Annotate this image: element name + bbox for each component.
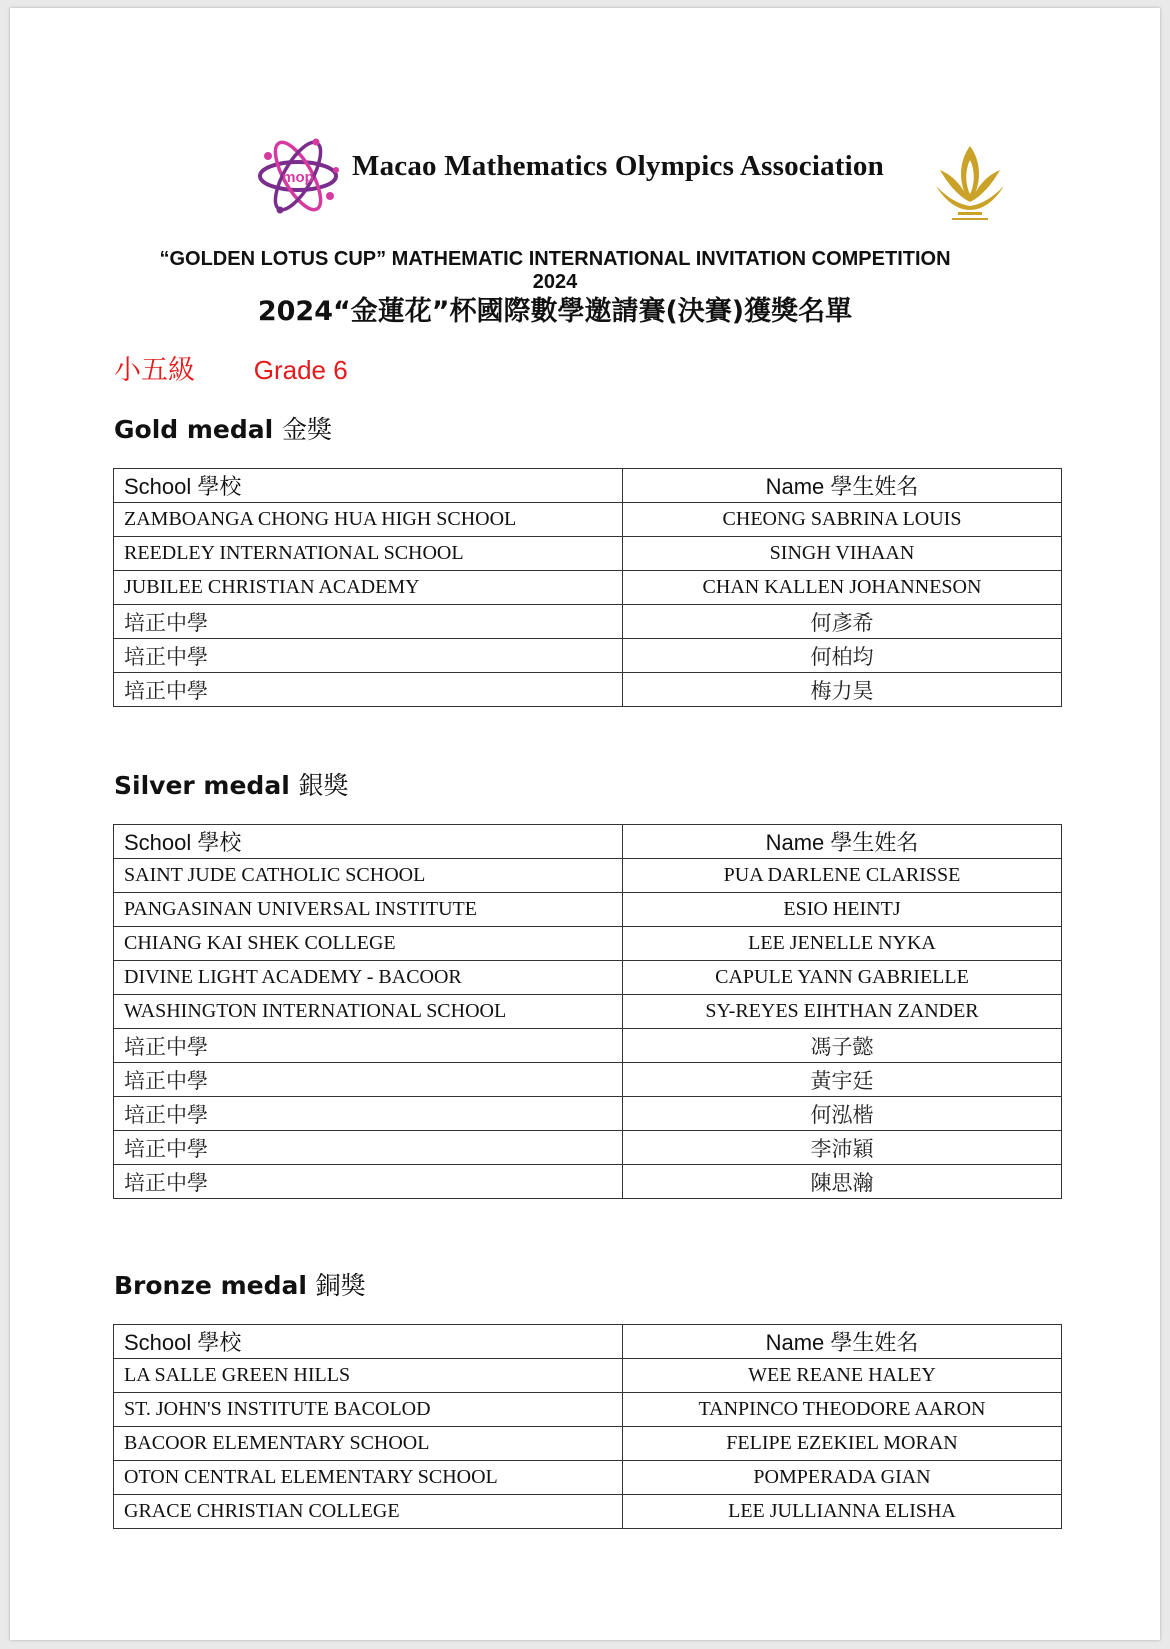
name-column-header: Name 學生姓名: [623, 469, 1062, 503]
table-row: [114, 1165, 1062, 1199]
student-name-cell: CAPULE YANN GABRIELLE: [623, 961, 1062, 995]
school-cell: BACOOR ELEMENTARY SCHOOL: [114, 1427, 623, 1461]
student-name-cell: POMPERADA GIAN: [623, 1461, 1062, 1495]
school-cell: PANGASINAN UNIVERSAL INSTITUTE: [114, 893, 623, 927]
school-cell: SAINT JUDE CATHOLIC SCHOOL: [114, 859, 623, 893]
student-name-cell: CHEONG SABRINA LOUIS: [623, 503, 1062, 537]
school-cell: 培正中學: [114, 1131, 623, 1165]
letterhead: [10, 126, 1160, 216]
student-name-cell: ESIO HEINTJ: [623, 893, 1062, 927]
document-page: [10, 8, 1160, 1640]
table-row: [114, 673, 1062, 707]
table-row: [114, 1427, 1062, 1461]
school-cell: JUBILEE CHRISTIAN ACADEMY: [114, 571, 623, 605]
school-cell: GRACE CHRISTIAN COLLEGE: [114, 1495, 623, 1529]
table-row: [114, 1097, 1062, 1131]
name-column-header: Name 學生姓名: [623, 1325, 1062, 1359]
school-cell: REEDLEY INTERNATIONAL SCHOOL: [114, 537, 623, 571]
school-cell: DIVINE LIGHT ACADEMY - BACOOR: [114, 961, 623, 995]
table-row: [114, 995, 1062, 1029]
competition-title-zh: 2024“金蓮花”杯國際數學邀請賽(決賽)獲獎名單: [257, 296, 853, 327]
table-row: [114, 893, 1062, 927]
name-column-header: Name 學生姓名: [623, 825, 1062, 859]
table-header-row: [114, 1325, 1062, 1359]
table-row: [114, 1063, 1062, 1097]
school-cell: 培正中學: [114, 639, 623, 673]
school-cell: 培正中學: [114, 1029, 623, 1063]
gold-medal-title-zh: 金獎: [281, 415, 332, 444]
silver-medal-title-zh: 銀獎: [298, 771, 349, 800]
student-name-cell: PUA DARLENE CLARISSE: [623, 859, 1062, 893]
table-row: [114, 503, 1062, 537]
student-name-cell: LEE JULLIANNA ELISHA: [623, 1495, 1062, 1529]
table-row: [114, 537, 1062, 571]
table-row: [114, 859, 1062, 893]
table-row: [114, 571, 1062, 605]
student-name-cell: 何泓楷: [623, 1097, 1062, 1131]
gold-medal-title: Gold medal: [114, 415, 274, 444]
golden-lotus-logo: [928, 140, 1012, 224]
school-cell: WASHINGTON INTERNATIONAL SCHOOL: [114, 995, 623, 1029]
table-row: [114, 1461, 1062, 1495]
school-cell: LA SALLE GREEN HILLS: [114, 1359, 623, 1393]
school-column-header: School 學校: [114, 1325, 623, 1359]
competition-year: 2024: [532, 271, 578, 293]
gold-medal-table: [113, 468, 1062, 707]
gold-medal-heading: [114, 410, 332, 446]
table-header-row: [114, 825, 1062, 859]
school-cell: ST. JOHN'S INSTITUTE BACOLOD: [114, 1393, 623, 1427]
silver-medal-title: Silver medal: [114, 771, 290, 800]
table-row: [114, 1131, 1062, 1165]
org-name: Macao Mathematics Olympics Association: [352, 150, 884, 182]
school-cell: OTON CENTRAL ELEMENTARY SCHOOL: [114, 1461, 623, 1495]
table-row: [114, 1393, 1062, 1427]
student-name-cell: 何柏均: [623, 639, 1062, 673]
school-cell: ZAMBOANGA CHONG HUA HIGH SCHOOL: [114, 503, 623, 537]
school-column-header: School 學校: [114, 825, 623, 859]
school-column-header: School 學校: [114, 469, 623, 503]
student-name-cell: SINGH VIHAAN: [623, 537, 1062, 571]
table-row: [114, 961, 1062, 995]
table-row: [114, 639, 1062, 673]
grade-label-zh: 小五級: [114, 355, 195, 385]
student-name-cell: FELIPE EZEKIEL MORAN: [623, 1427, 1062, 1461]
student-name-cell: 黃宇廷: [623, 1063, 1062, 1097]
student-name-cell: 梅力昊: [623, 673, 1062, 707]
grade-label: [114, 348, 348, 387]
school-cell: 培正中學: [114, 1097, 623, 1131]
competition-title-en: “GOLDEN LOTUS CUP” MATHEMATIC INTERNATIONAL INVITATION COMPETITION: [159, 248, 951, 270]
student-name-cell: WEE REANE HALEY: [623, 1359, 1062, 1393]
table-row: [114, 1029, 1062, 1063]
grade-label-en: Grade 6: [253, 355, 348, 385]
mmoa-atom-logo: [256, 134, 340, 218]
school-cell: CHIANG KAI SHEK COLLEGE: [114, 927, 623, 961]
bronze-medal-title: Bronze medal: [114, 1271, 307, 1300]
silver-medal-table: [113, 824, 1062, 1199]
bronze-medal-heading: [114, 1266, 366, 1302]
logo-text: mop: [282, 169, 314, 186]
bronze-medal-table: [113, 1324, 1062, 1529]
silver-medal-heading: [114, 766, 349, 802]
table-row: [114, 605, 1062, 639]
table-row: [114, 1495, 1062, 1529]
student-name-cell: 馮子懿: [623, 1029, 1062, 1063]
bronze-medal-title-zh: 銅獎: [315, 1271, 366, 1300]
school-cell: 培正中學: [114, 605, 623, 639]
student-name-cell: LEE JENELLE NYKA: [623, 927, 1062, 961]
school-cell: 培正中學: [114, 1063, 623, 1097]
school-cell: 培正中學: [114, 673, 623, 707]
table-header-row: [114, 469, 1062, 503]
table-row: [114, 1359, 1062, 1393]
student-name-cell: 李沛穎: [623, 1131, 1062, 1165]
student-name-cell: CHAN KALLEN JOHANNESON: [623, 571, 1062, 605]
table-row: [114, 927, 1062, 961]
student-name-cell: 陳思瀚: [623, 1165, 1062, 1199]
student-name-cell: SY-REYES EIHTHAN ZANDER: [623, 995, 1062, 1029]
student-name-cell: TANPINCO THEODORE AARON: [623, 1393, 1062, 1427]
student-name-cell: 何彥希: [623, 605, 1062, 639]
school-cell: 培正中學: [114, 1165, 623, 1199]
